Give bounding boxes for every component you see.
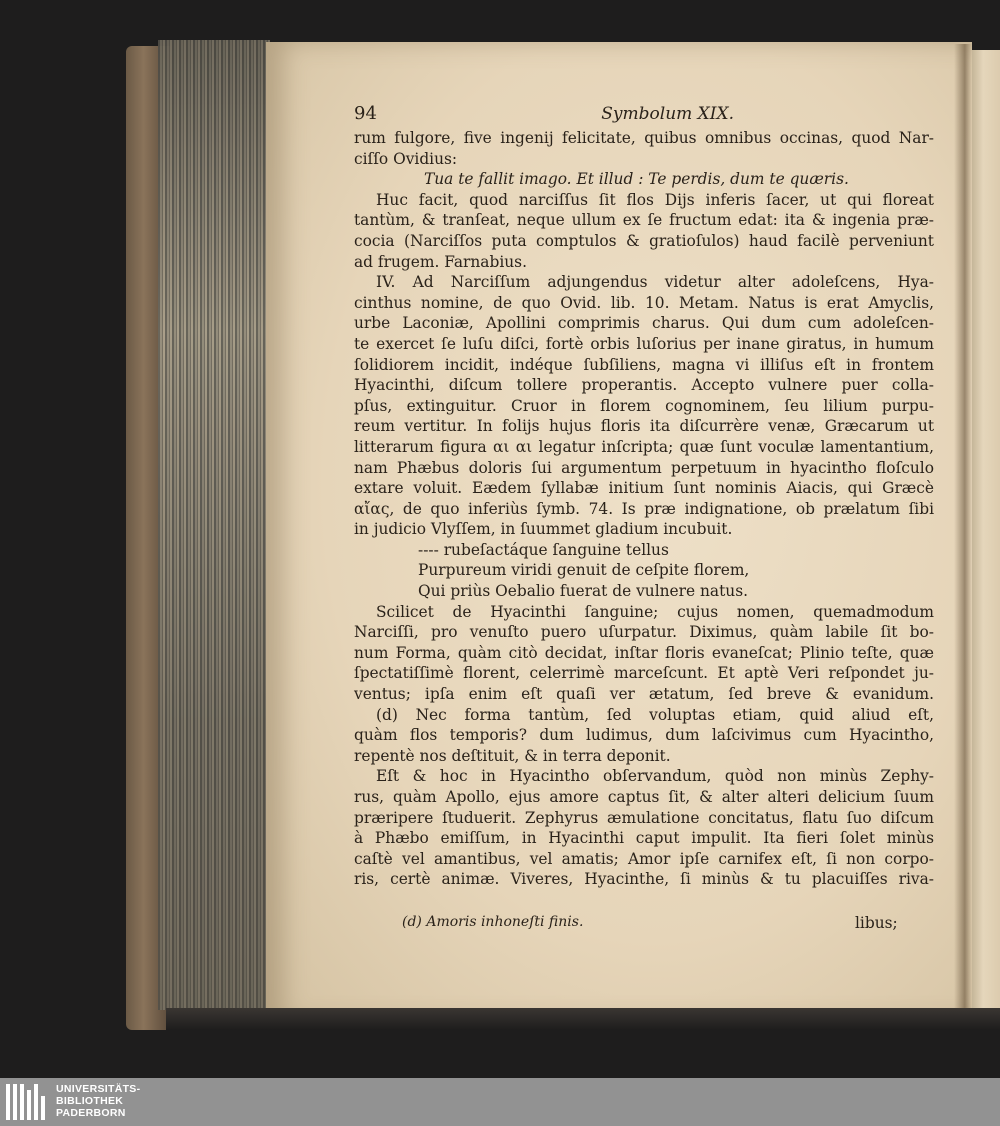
quote-line: Tua te fallit imago. Et illud : Te perdis, dum te quæris. [424, 170, 849, 189]
text-line: præripere ſtuduerit. Zephyrus æmulatione concitatus, flatu ſuo diſcum [354, 808, 934, 827]
text-line: (d) Nec forma tantùm, ſed voluptas etiam, quid aliud eſt, [376, 705, 934, 724]
text-line: rus, quàm Apollo, ejus amore captus ſit, & alter alteri delicium ſuum [354, 788, 934, 806]
verse-line: Qui priùs Oebalio fuerat de vulnere natus. [418, 582, 748, 601]
library-name-line: BIBLIOTHEK [56, 1095, 124, 1107]
text-line: in judicio Vlyſſem, in ſuummet gladium incubuit. [354, 520, 733, 539]
text-line: extare voluit. Eædem ſyllabæ initium ſunt nominis Aiacis, qui Græcè [354, 479, 934, 498]
text-line: te exercet ſe luſu diſci, fortè orbis luſorius per inane giratus, in humum [354, 334, 934, 353]
footnote: (d) Amoris inhoneſti finis. [402, 914, 584, 930]
text-line: Eſt & hoc in Hyacintho obſervandum, quòd non minùs Zephy- [376, 767, 934, 786]
library-footer-bar [0, 1078, 1000, 1126]
text-line: ſpectatiſſimè florent, celerrimè marceſcunt. Et aptè Veri reſpondet ju- [354, 664, 934, 683]
text-line: Narciſſi, pro venuſto puero uſurpatur. Diximus, quàm labile ſit bo- [354, 623, 934, 642]
text-line: ciſſo Ovidius: [354, 149, 458, 168]
book-bottom-shadow [166, 1008, 1000, 1030]
text-line: tantùm, & tranſeat, neque ullum ex ſe fructum edat: ita & ingenia præ- [354, 211, 934, 230]
page-number: 94 [354, 103, 377, 124]
text-line: Scilicet de Hyacinthi ſanguine; cujus nomen, quemadmodum [376, 602, 934, 621]
running-head: Symbolum XIX. [601, 104, 734, 124]
text-line: à Phæbo emiſſum, in Hyacinthi caput impulit. Ita fieri ſolet minùs [354, 829, 934, 848]
library-name-line: UNIVERSITÄTS- [56, 1083, 141, 1095]
text-line: num Forma, quàm citò decidat, inſtar floris evaneſcat; Plinio teſte, quæ [354, 643, 934, 662]
text-line: nam Phæbus doloris ſui argumentum perpetuum in hyacintho floſculo [354, 458, 934, 477]
text-line: pſus, extinguitur. Cruor in florem cognominem, ſeu lilium purpu- [354, 396, 934, 415]
section-heading-line: IV. Ad Narciſſum adjungendus videtur alter adoleſcens, Hya- [376, 273, 934, 292]
text-line: repentè nos deſtituit, & in terra deponit. [354, 746, 671, 765]
facing-page-edge [968, 50, 1000, 1015]
catchword: libus; [855, 914, 898, 932]
text-line: reum vertitur. In folijs hujus floris ita diſcurrère venæ, Græcarum ut [354, 417, 934, 436]
text-line: ad frugem. Farnabius. [354, 252, 527, 271]
text-line: ventus; ipſa enim eſt quaſi ver ætatum, ſed breve & evanidum. [354, 685, 934, 704]
text-line: αἴας, de quo inferiùs ſymb. 74. Is præ indignatione, ob prælatum ſibi [354, 499, 934, 518]
text-line: caſtè vel amantibus, vel amatis; Amor ipſe carnifex eſt, ſi non corpo- [354, 849, 934, 868]
text-line: rum fulgore, five ingenij felicitate, quibus omnibus occinas, quod Nar- [354, 129, 934, 147]
text-line: ſolidiorem incidit, indéque ſubſiliens, magna vi illiſus eſt in frontem [354, 355, 934, 374]
text-line: ris, certè animæ. Viveres, Hyacinthe, ſi minùs & tu placuiſſes riva- [354, 870, 934, 889]
text-line: litterarum figura αι αι legatur inſcripta; quæ ſunt voculæ lamentantium, [354, 437, 934, 456]
text-line: cinthus nomine, de quo Ovid. lib. 10. Metam. Natus is erat Amyclis, [354, 293, 934, 312]
page-header [354, 104, 934, 128]
page-gutter [954, 44, 972, 1020]
page-block-edges [158, 40, 270, 1010]
text-line: cocia (Narciſſos puta comptulos & gratioſulos) haud facilè perveniunt [354, 231, 934, 250]
library-logo-icon [6, 1084, 50, 1120]
text-line: Huc facit, quod narciſſus ſit flos Dijs inferis ſacer, ut qui floreat [376, 190, 934, 209]
page-text-block [354, 104, 934, 890]
text-line: quàm flos temporis? dum ludimus, dum laſcivimus cum Hyacintho, [354, 726, 934, 745]
verse-line: ---- rubeſactáque ſanguine tellus [418, 540, 669, 559]
library-name [56, 1083, 140, 1119]
library-name-line: PADERBORN [56, 1107, 126, 1119]
text-line: Hyacinthi, diſcum tollere properantis. Accepto vulnere puer colla- [354, 376, 934, 395]
text-line: urbe Laconiæ, Apollini comprimis charus. Qui dum cum adoleſcen- [354, 314, 934, 333]
verse-line: Purpureum viridi genuit de ceſpite florem, [418, 561, 750, 580]
